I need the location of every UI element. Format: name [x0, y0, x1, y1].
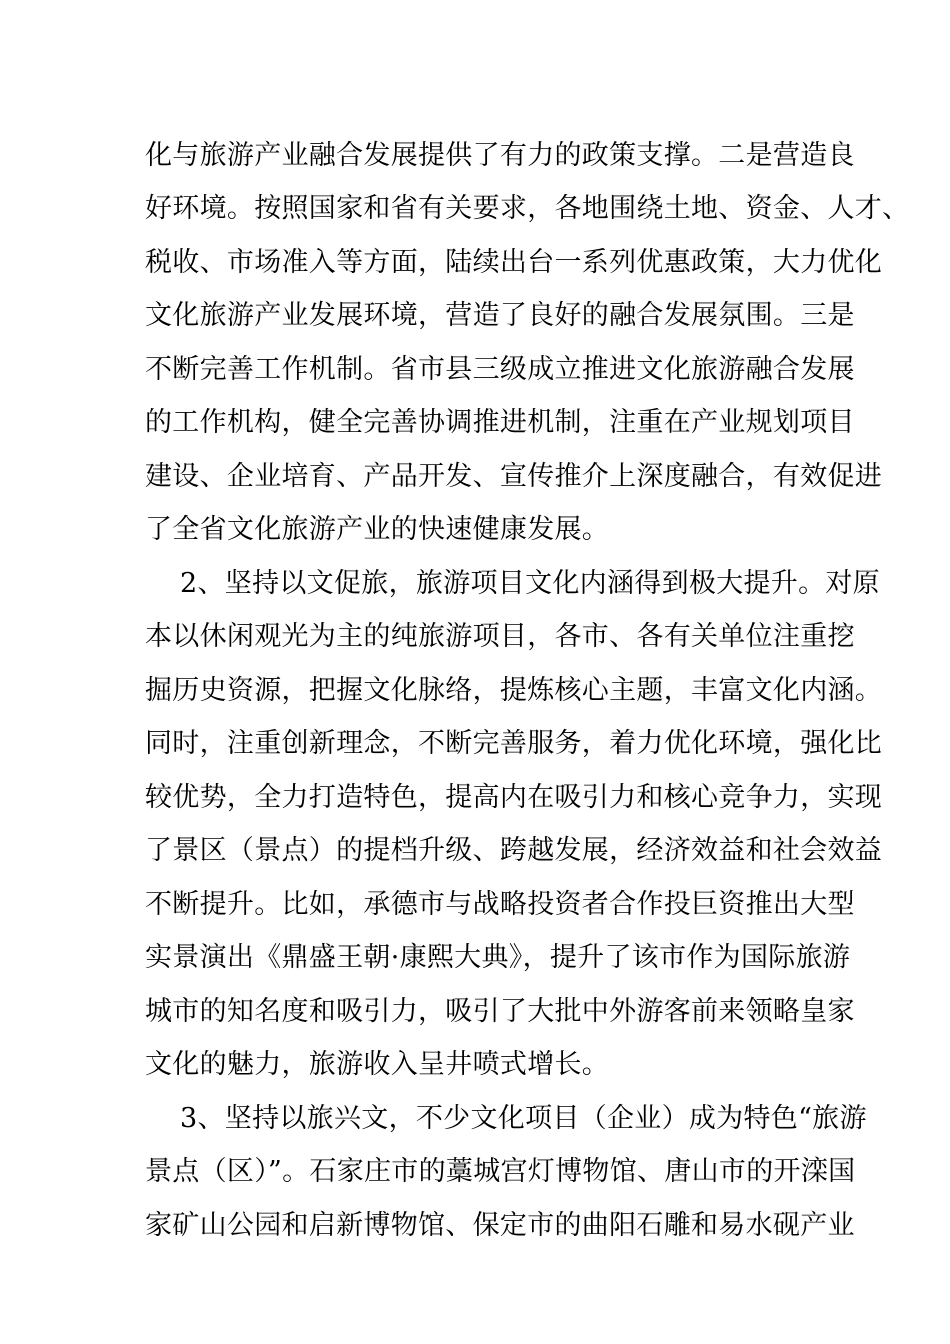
- text-line: 同时，注重创新理念，不断完善服务，着力优化环境，强化比: [145, 728, 883, 759]
- text-line: 建设、企业培育、产品开发、宣传推介上深度融合，有效促进: [145, 461, 883, 492]
- text-line: 较优势，全力打造特色，提高内在吸引力和核心竞争力，实现: [145, 782, 883, 813]
- text-line: 文化旅游产业发展环境，营造了良好的融合发展氛围。三是: [145, 300, 855, 331]
- text-line: 税收、市场准入等方面，陆续出台一系列优惠政策，大力优化: [145, 247, 883, 278]
- text-line: 化与旅游产业融合发展提供了有力的政策支撑。二是营造良: [145, 140, 855, 171]
- text-line: 文化的魅力，旅游收入呈井喷式增长。: [145, 1049, 610, 1080]
- text-line: 不断完善工作机制。省市县三级成立推进文化旅游融合发展: [145, 354, 855, 385]
- text-line: 了景区（景点）的提档升级、跨越发展，经济效益和社会效益: [145, 835, 883, 866]
- paragraph-3-heading-line: 3、坚持以旅兴文，不少文化项目（企业）成为特色“旅游: [180, 1103, 867, 1134]
- paragraph-2-heading-line: 2、坚持以文促旅，旅游项目文化内涵得到极大提升。对原: [180, 568, 880, 599]
- text-line: 实景演出《鼎盛王朝·康熙大典》，提升了该市作为国际旅游: [145, 942, 851, 973]
- text-line: 好环境。按照国家和省有关要求，各地围绕土地、资金、人才、: [145, 193, 910, 224]
- text-line: 不断提升。比如，承德市与战略投资者合作投巨资推出大型: [145, 889, 855, 920]
- text-line: 城市的知名度和吸引力，吸引了大批中外游客前来领略皇家: [145, 996, 855, 1027]
- text-line: 本以休闲观光为主的纯旅游项目，各市、各有关单位注重挖: [145, 621, 855, 652]
- text-line: 掘历史资源，把握文化脉络，提炼核心主题，丰富文化内涵。: [145, 675, 883, 706]
- text-line: 家矿山公园和启新博物馆、保定市的曲阳石雕和易水砚产业: [145, 1210, 855, 1241]
- text-line: 了全省文化旅游产业的快速健康发展。: [145, 514, 610, 545]
- text-line: 的工作机构，健全完善协调推进机制，注重在产业规划项目: [145, 407, 855, 438]
- text-line: 景点（区）”。石家庄市的藁城宫灯博物馆、唐山市的开滦国: [145, 1156, 856, 1187]
